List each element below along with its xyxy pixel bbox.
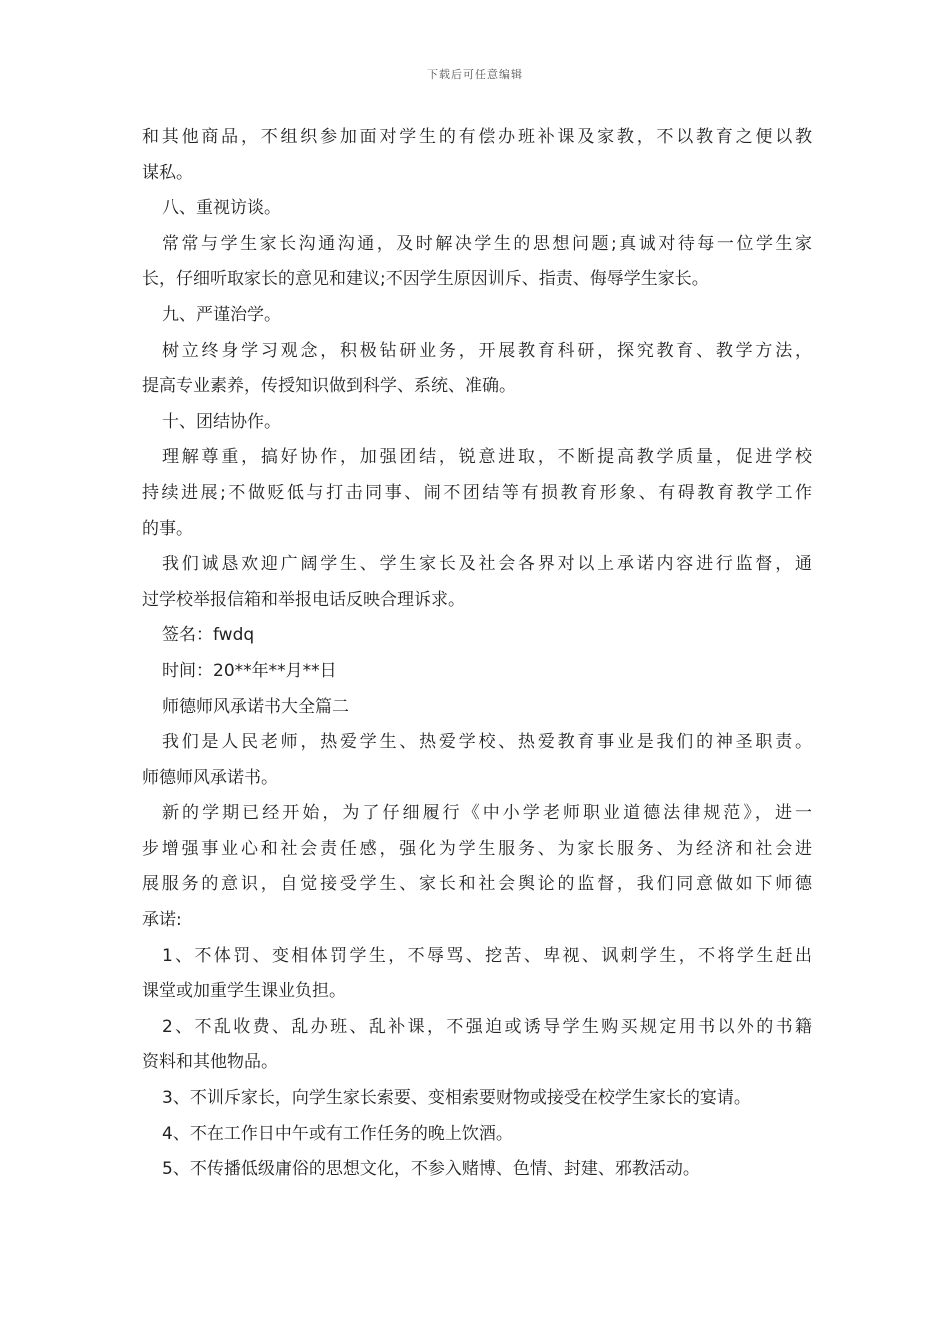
list-item: 1、不体罚、变相体罚学生，不辱骂、挖苦、卑视、讽刺学生，不将学生赶出 xyxy=(162,945,812,966)
section-heading: 八、重视访谈。 xyxy=(162,198,281,219)
list-item: 3、不训斥家长，向学生家长索要、变相索要财物或接受在校学生家长的宴请。 xyxy=(162,1088,751,1109)
text-line: 步增强事业心和社会责任感，强化为学生服务、为家长服务、为经济和社会进 xyxy=(142,838,812,859)
text-line: 我们是人民老师，热爱学生、热爱学校、热爱教育事业是我们的神圣职责。 xyxy=(162,732,812,753)
section-heading: 十、团结协作。 xyxy=(162,411,281,432)
text-line: 课堂或加重学生课业负担。 xyxy=(142,981,346,1002)
text-line: 常常与学生家长沟通沟通，及时解决学生的思想问题;真诚对待每一位学生家 xyxy=(162,233,812,254)
text-line: 树立终身学习观念，积极钻研业务，开展教育科研，探究教育、教学方法， xyxy=(162,340,812,361)
text-line: 和其他商品，不组织参加面对学生的有偿办班补课及家教，不以教育之便以教 xyxy=(142,127,812,147)
text-line: 持续进展;不做贬低与打击同事、闹不团结等有损教育形象、有碍教育教学工作 xyxy=(142,482,812,503)
text-line: 过学校举报信箱和举报电话反映合理诉求。 xyxy=(142,589,465,610)
text-line: 展服务的意识，自觉接受学生、家长和社会舆论的监督，我们同意做如下师德 xyxy=(142,874,812,895)
text-line: 的事。 xyxy=(142,518,193,539)
signature-line: 签名：fwdq xyxy=(162,625,255,646)
text-line: 我们诚恳欢迎广阔学生、学生家长及社会各界对以上承诺内容进行监督，通 xyxy=(162,554,812,575)
text-line: 长，仔细听取家长的意见和建议;不因学生原因训斥、指责、侮辱学生家长。 xyxy=(142,269,709,290)
section-title: 师德师风承诺书大全篇二 xyxy=(162,696,349,717)
text-line: 资料和其他物品。 xyxy=(142,1052,278,1073)
text-line: 提高专业素养，传授知识做到科学、系统、准确。 xyxy=(142,376,516,397)
text-line: 师德师风承诺书。 xyxy=(142,767,278,788)
section-heading: 九、严谨治学。 xyxy=(162,304,281,325)
list-item: 2、不乱收费、乱办班、乱补课，不强迫或诱导学生购买规定用书以外的书籍 xyxy=(162,1016,812,1037)
list-item: 5、不传播低级庸俗的思想文化，不参入赌博、色情、封建、邪教活动。 xyxy=(162,1159,700,1180)
text-line: 谋私。 xyxy=(142,162,193,183)
text-line: 承诺: xyxy=(142,910,182,931)
text-line: 新的学期已经开始，为了仔细履行《中小学老师职业道德法律规范》，进一 xyxy=(162,803,812,824)
text-line: 理解尊重，搞好协作，加强团结，锐意进取，不断提高教学质量，促进学校 xyxy=(162,447,812,468)
page-header-note: 下载后可任意编辑 xyxy=(427,68,523,81)
list-item: 4、不在工作日中午或有工作任务的晚上饮酒。 xyxy=(162,1123,513,1144)
document-body xyxy=(142,120,812,1188)
date-line: 时间：20**年**月**日 xyxy=(162,660,337,681)
